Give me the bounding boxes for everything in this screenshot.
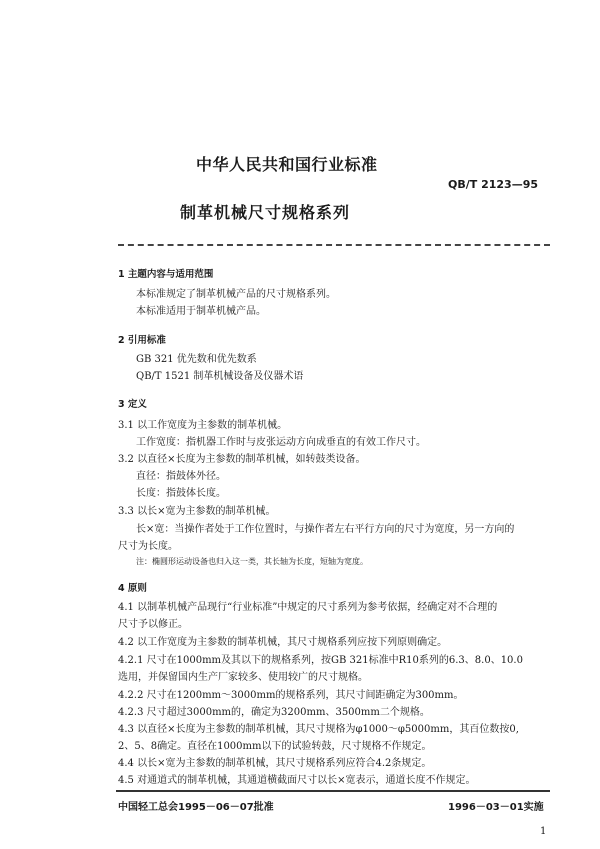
- section-4-heading: 4 原则: [118, 583, 147, 594]
- definition: 工作宽度：指机器工作时与皮张运动方向成垂直的有效工作尺寸。: [136, 437, 426, 448]
- clause-4-1-continued: 尺寸予以修正。: [118, 619, 188, 630]
- clause-4-2-1-continued: 选用，并保留国内生产厂家较多、使用较广的尺寸规格。: [118, 672, 368, 683]
- section-1-paragraph: 本标准规定了制革机械产品的尺寸规格系列。: [136, 289, 336, 300]
- clause-3-2: 3.2 以直径×长度为主参数的制革机械，如转鼓类设备。: [118, 454, 366, 465]
- standard-category: 中华人民共和国行业标准: [196, 155, 378, 174]
- reference-item: GB 321 优先数和优先数系: [136, 354, 257, 365]
- definition: 直径：指鼓体外径。: [136, 471, 226, 482]
- clause-4-3-continued: 2、5、8确定。直径在1000mm以下的试验转鼓，尺寸规格不作规定。: [118, 741, 432, 752]
- implementation-date: 1996－03－01实施: [448, 802, 544, 813]
- clause-4-5: 4.5 对通道式的制革机械，其通道横截面尺寸以长×宽表示，通道长度不作规定。: [118, 775, 476, 786]
- section-3-heading: 3 定义: [118, 399, 147, 410]
- section-1-heading: 1 主题内容与适用范围: [118, 269, 214, 280]
- section-1-paragraph: 本标准适用于制革机械产品。: [136, 306, 266, 317]
- clause-4-4: 4.4 以长×宽为主参数的制革机械，其尺寸规格系列应符合4.2条规定。: [118, 758, 432, 769]
- standard-code: QB/T 2123—95: [448, 178, 539, 191]
- definition: 长×宽：当操作者处于工作位置时，与操作者左右平行方向的尺寸为宽度，另一方向的: [136, 524, 515, 535]
- clause-3-3: 3.3 以长×宽为主参数的制革机械。: [118, 506, 276, 517]
- clause-4-2-2: 4.2.2 尺寸在1200mm～3000mm的规格系列，其尺寸间距确定为300mm。: [118, 690, 464, 701]
- clause-4-2-3: 4.2.3 尺寸超过3000mm的，确定为3200mm、3500mm二个规格。: [118, 707, 430, 718]
- clause-4-2-1: 4.2.1 尺寸在1000mm及其以下的规格系列，按GB 321标准中R10系列的6.3、8.0、10.0: [118, 655, 523, 666]
- footer-divider: [116, 790, 550, 792]
- page-number: 1: [540, 826, 547, 837]
- document-title: 制革机械尺寸规格系列: [180, 203, 351, 222]
- reference-item: QB/T 1521 制革机械设备及仪器术语: [136, 371, 304, 382]
- definition: 长度：指鼓体长度。: [136, 488, 226, 499]
- header-divider: [118, 244, 550, 246]
- clause-4-3: 4.3 以直径×长度为主参数的制革机械，其尺寸规格为φ1000～φ5000mm，其百位数按0,: [118, 724, 519, 735]
- definition-continued: 尺寸为长度。: [118, 541, 178, 552]
- approval-note: 中国轻工总会1995－06－07批准: [118, 802, 274, 813]
- clause-4-1: 4.1 以制革机械产品现行“行业标准”中规定的尺寸系列为参考依据，经确定对不合理的: [118, 602, 498, 613]
- section-2-heading: 2 引用标准: [118, 335, 166, 346]
- clause-4-2: 4.2 以工作宽度为主参数的制革机械，其尺寸规格系列应按下列原则确定。: [118, 637, 448, 648]
- clause-3-1: 3.1 以工作宽度为主参数的制革机械。: [118, 420, 288, 431]
- note: 注：椭圆形运动设备也归入这一类，其长轴为长度，短轴为宽度。: [136, 557, 368, 566]
